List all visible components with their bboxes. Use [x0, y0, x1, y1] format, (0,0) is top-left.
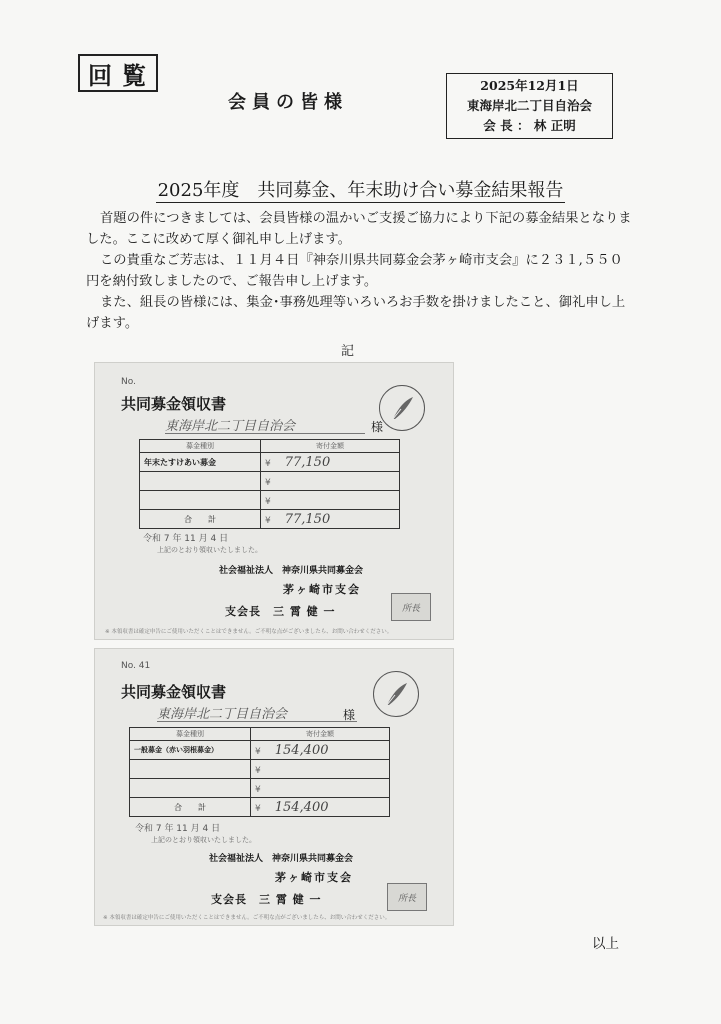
receipt-branch: 茅ヶ崎市支会 — [275, 871, 353, 884]
col-header-amount: 寄付金額 — [251, 728, 390, 741]
table-row — [140, 491, 400, 510]
official-stamp: 所長 — [391, 593, 431, 621]
ki-mark: 記 — [341, 344, 355, 359]
receipt-table — [139, 439, 400, 529]
total-label: 合 計 — [140, 510, 261, 529]
amount-cell — [261, 472, 400, 491]
col-header-amount: 寄付金額 — [261, 440, 400, 453]
official-stamp: 所長 — [387, 883, 427, 911]
receipt-confirm: 上記のとおり領収いたしました。 — [157, 546, 262, 554]
amount-cell — [251, 779, 390, 798]
total-cell — [251, 798, 390, 817]
document-title — [0, 176, 721, 202]
table-row — [140, 453, 400, 472]
receipt-branch-head: 支会長 三 霄 健 一 — [225, 605, 336, 618]
yen-mark: ¥ — [255, 765, 261, 776]
yen-mark: ¥ — [255, 784, 261, 795]
receipt-payer: 東海岸北二丁目自治会 — [157, 703, 357, 722]
addressee: 会員の皆様 — [228, 92, 348, 113]
receipt-number: No. 41 — [121, 661, 151, 671]
kairan-box: 回覧 — [78, 54, 158, 92]
receipt-confirm: 上記のとおり領収いたしました。 — [151, 836, 256, 844]
yen-mark: ¥ — [255, 746, 261, 757]
closing-mark: 以上 — [592, 936, 619, 952]
receipt-sama: 様 — [371, 420, 384, 434]
fund-type — [140, 472, 261, 491]
total-label: 合 計 — [130, 798, 251, 817]
receipt-1 — [94, 362, 454, 640]
fund-type — [130, 779, 251, 798]
body-paragraph-2: この貴重なご芳志は、１１月４日『神奈川県共同募金会茅ヶ崎市支会』に２３１,５５０円を納付致しましたので、ご報告申し上げます。 — [86, 253, 623, 289]
amount-cell — [251, 760, 390, 779]
amount-cell — [261, 491, 400, 510]
amount-value: 77,150 — [284, 454, 331, 470]
body-paragraph-1: 首題の件につきましては、会員皆様の温かいご支援ご協力により下記の募金結果となりました。ここに改めて厚く御礼申し上げます。 — [86, 211, 632, 247]
receipt-footnote: ※ 本領収書は確定申告にご使用いただくことはできません。ご不明な点がございましたら、お問い合わせください。 — [103, 915, 391, 921]
receipt-payer: 東海岸北二丁目自治会 — [165, 415, 365, 434]
quill-seal-icon — [373, 671, 419, 717]
yen-mark: ¥ — [265, 496, 271, 507]
fund-type — [130, 760, 251, 779]
receipt-title: 共同募金領収書 — [121, 683, 227, 701]
body-text — [86, 208, 636, 334]
receipt-title: 共同募金領収書 — [121, 395, 227, 413]
receipt-date: 令和 7 年 11 月 4 日 — [135, 824, 221, 834]
amount-cell — [251, 741, 390, 760]
document-title-text: 2025年度 共同募金、年末助け合い募金結果報告 — [157, 180, 564, 201]
fund-type — [140, 491, 261, 510]
table-row — [140, 472, 400, 491]
total-value: 77,150 — [284, 511, 331, 527]
receipt-number: No. — [121, 377, 136, 387]
amount-value: 154,400 — [274, 742, 329, 758]
receipt-2 — [94, 648, 454, 926]
receipt-date: 令和 7 年 11 月 4 日 — [143, 534, 229, 544]
total-value: 154,400 — [274, 799, 329, 815]
sender-chair: 会 長 ： 林 正明 — [483, 118, 576, 133]
col-header-type: 募金種別 — [130, 728, 251, 741]
receipt-sama: 様 — [343, 708, 356, 722]
receipt-branch: 茅ヶ崎市支会 — [283, 583, 361, 596]
table-row — [130, 760, 390, 779]
amount-cell — [261, 453, 400, 472]
table-row-total — [130, 798, 390, 817]
receipt-branch-head: 支会長 三 霄 健 一 — [211, 893, 322, 906]
table-row — [130, 741, 390, 760]
yen-mark: ¥ — [265, 515, 271, 526]
sender-box — [446, 73, 613, 139]
document-date: 2025年12月1日 — [480, 78, 579, 93]
receipt-footnote: ※ 本領収書は確定申告にご使用いただくことはできません。ご不明な点がございましたら、お問い合わせください。 — [105, 629, 393, 635]
col-header-type: 募金種別 — [140, 440, 261, 453]
sender-org: 東海岸北二丁目自治会 — [466, 98, 592, 113]
fund-type: 年末たすけあい募金 — [140, 453, 261, 472]
receipt-table — [129, 727, 390, 817]
yen-mark: ¥ — [255, 803, 261, 814]
table-row — [130, 779, 390, 798]
total-cell — [261, 510, 400, 529]
receipt-org: 社会福祉法人 神奈川県共同募金会 — [209, 854, 354, 864]
table-row-total — [140, 510, 400, 529]
yen-mark: ¥ — [265, 477, 271, 488]
quill-seal-icon — [379, 385, 425, 431]
body-paragraph-3: また、組長の皆様には、集金･事務処理等いろいろお手数を掛けましたこと、御礼申し上げます。 — [86, 295, 626, 331]
fund-type: 一般募金（赤い羽根募金） — [130, 741, 251, 760]
receipt-org: 社会福祉法人 神奈川県共同募金会 — [219, 566, 364, 576]
yen-mark: ¥ — [265, 458, 271, 469]
